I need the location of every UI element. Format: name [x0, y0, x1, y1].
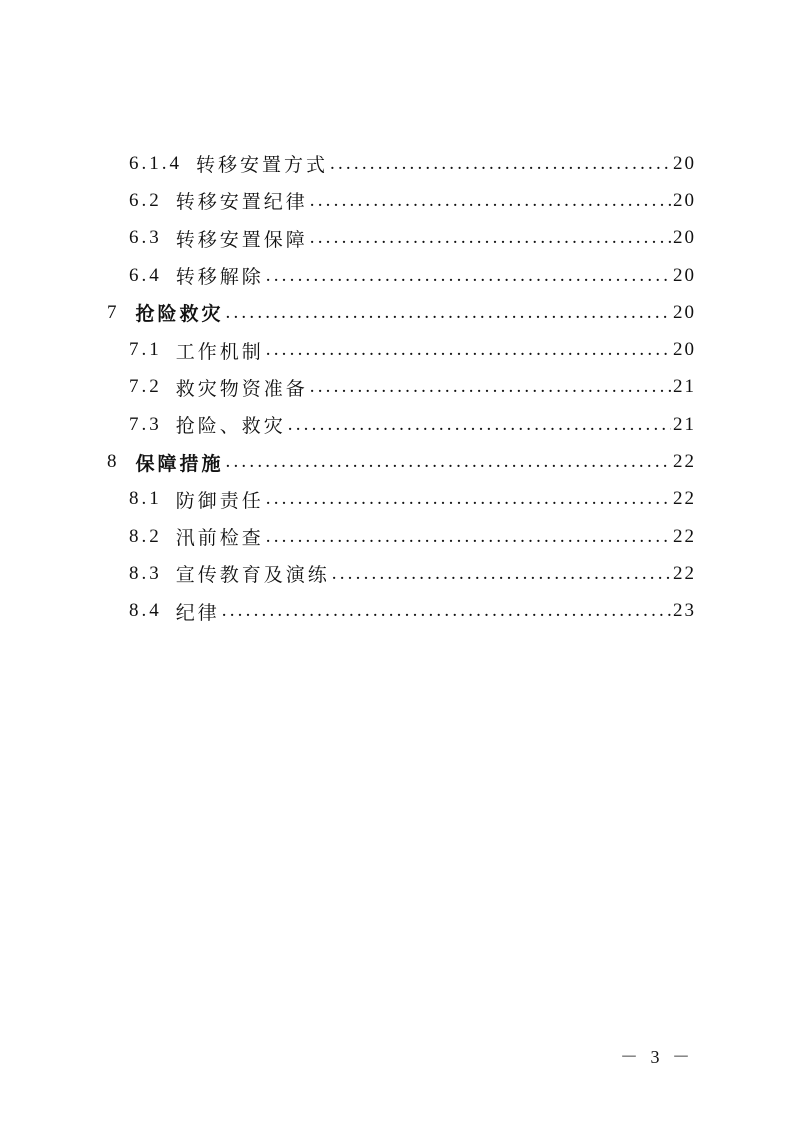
toc-entry-page: 20 — [673, 264, 696, 286]
toc-entry[interactable] — [0, 593, 793, 630]
toc-entry-title: 保障措施 — [135, 453, 224, 475]
toc-chapter-entry[interactable] — [0, 294, 793, 331]
toc-leader-dots — [226, 451, 671, 473]
toc-entry-page: 22 — [673, 451, 696, 473]
toc-entry-number: 8.4 — [129, 600, 162, 622]
toc-entry-title: 转移安置保障 — [175, 229, 308, 251]
toc-entry-number: 8.3 — [129, 562, 162, 584]
toc-entry-title: 转移安置纪律 — [175, 192, 308, 214]
toc-entry-page: 20 — [673, 152, 696, 174]
toc-entry-number: 8 — [107, 451, 120, 473]
toc-entry-page: 22 — [673, 525, 696, 547]
toc-entry[interactable] — [0, 481, 793, 518]
toc-entry-number: 8.1 — [129, 488, 162, 510]
toc-leader-dots — [266, 488, 671, 510]
toc-entry-number: 7.3 — [129, 413, 162, 435]
toc-entry[interactable] — [0, 369, 793, 406]
toc-entry-page: 20 — [673, 301, 696, 323]
toc-entry-number: 7.2 — [129, 376, 162, 398]
toc-entry-title: 救灾物资准备 — [175, 378, 308, 400]
toc-entry-number: 6.2 — [129, 189, 162, 211]
toc-entry-page: 21 — [673, 413, 696, 435]
toc-entry[interactable] — [0, 406, 793, 443]
toc-entry-page: 23 — [673, 600, 696, 622]
toc-leader-dots — [310, 227, 671, 249]
toc-leader-dots — [330, 153, 671, 175]
toc-entry-page: 22 — [673, 488, 696, 510]
toc-entry-title: 转移解除 — [175, 267, 264, 289]
toc-entry-title: 抢险救灾 — [135, 304, 224, 326]
toc-entry-title: 汛前检查 — [175, 528, 264, 550]
toc-entry-number: 6.1.4 — [129, 152, 182, 174]
toc-entry-title: 宣传教育及演练 — [175, 565, 330, 587]
toc-leader-dots — [222, 600, 671, 622]
toc-entry-number: 6.4 — [129, 264, 162, 286]
page-number: － 3 － — [620, 1047, 694, 1067]
toc-entry-title: 工作机制 — [175, 341, 264, 363]
toc-entry-number: 6.3 — [129, 227, 162, 249]
toc-entry-page: 20 — [673, 189, 696, 211]
toc-leader-dots — [288, 414, 671, 436]
toc-leader-dots — [266, 265, 671, 287]
toc-entry-number: 7 — [107, 301, 120, 323]
toc-leader-dots — [310, 376, 671, 398]
toc-entry[interactable] — [0, 331, 793, 368]
toc-entry[interactable] — [0, 182, 793, 219]
toc-entry[interactable] — [0, 555, 793, 592]
toc-entry[interactable] — [0, 220, 793, 257]
toc-entry-number: 7.1 — [129, 339, 162, 361]
toc-leader-dots — [226, 302, 671, 324]
toc-entry[interactable] — [0, 518, 793, 555]
toc-entry-page: 20 — [673, 227, 696, 249]
toc-entry-number: 8.2 — [129, 525, 162, 547]
toc-entry-title: 抢险、救灾 — [175, 416, 286, 438]
toc-chapter-entry[interactable] — [0, 443, 793, 480]
toc-entry[interactable] — [0, 257, 793, 294]
toc-entry-page: 20 — [673, 339, 696, 361]
toc-entry-title: 转移安置方式 — [196, 155, 329, 177]
toc-leader-dots — [266, 339, 671, 361]
toc-entry[interactable] — [0, 145, 793, 182]
toc-entry-page: 22 — [673, 562, 696, 584]
table-of-contents — [0, 145, 793, 630]
toc-leader-dots — [266, 526, 671, 548]
toc-entry-title: 防御责任 — [175, 490, 264, 512]
toc-leader-dots — [332, 563, 671, 585]
toc-entry-title: 纪律 — [175, 602, 220, 624]
toc-leader-dots — [310, 190, 671, 212]
toc-entry-page: 21 — [673, 376, 696, 398]
